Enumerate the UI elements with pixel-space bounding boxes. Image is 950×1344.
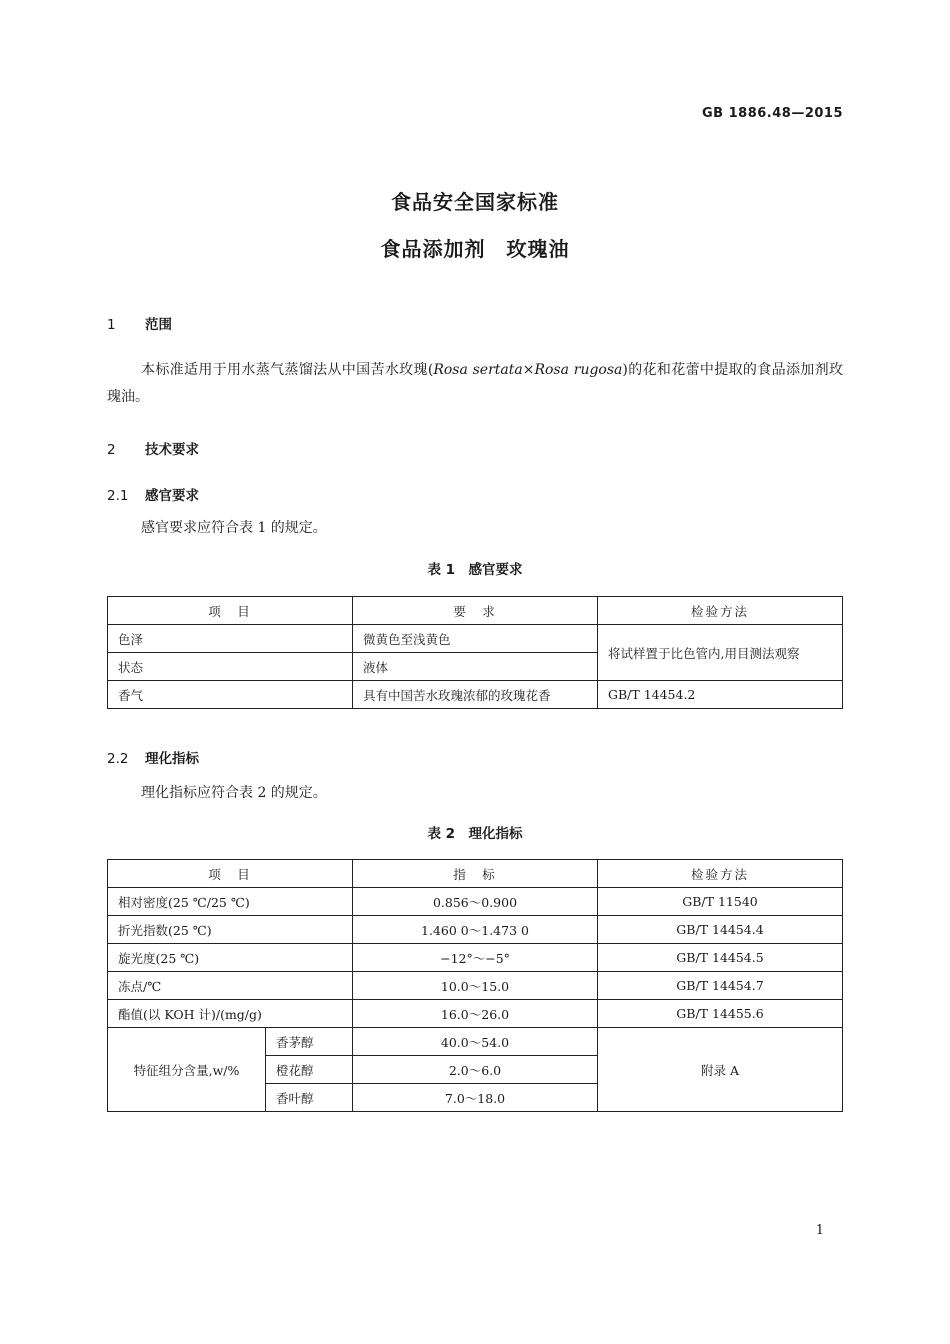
- table-sensory: [107, 596, 843, 709]
- method-cell: GB/T 14454.7: [598, 972, 843, 1000]
- sensory-paragraph: 感官要求应符合表 1 的规定。: [141, 520, 327, 536]
- item-cell: 酯值(以 KOH 计)/(mg/g): [108, 1000, 353, 1028]
- section-number: 2: [107, 442, 116, 458]
- section-title: 技术要求: [145, 442, 199, 458]
- group-label-cell: 特征组分含量,w/%: [108, 1028, 266, 1112]
- section-number: 2.2: [107, 751, 129, 767]
- value-cell: 1.460 0～1.473 0: [353, 916, 598, 944]
- method-cell-merged: 附录 A: [598, 1028, 843, 1112]
- item-cell: 状态: [108, 653, 353, 681]
- value-cell: 10.0～15.0: [353, 972, 598, 1000]
- table2-caption: 表 2 理化指标: [427, 826, 523, 842]
- method-cell: GB/T 14454.5: [598, 944, 843, 972]
- component-name-cell: 香茅醇: [266, 1028, 353, 1056]
- value-cell: −12°～−5°: [353, 944, 598, 972]
- table-row: [108, 888, 843, 916]
- value-cell: 0.856～0.900: [353, 888, 598, 916]
- latin-name-1: Rosa sertata: [433, 362, 523, 378]
- latin-name-2: Rosa rugosa: [534, 362, 623, 378]
- value-cell: 16.0～26.0: [353, 1000, 598, 1028]
- requirement-cell: 液体: [353, 653, 598, 681]
- scope-text-1: 本标准适用于用水蒸气蒸馏法从中国苦水玫瑰(: [141, 362, 434, 378]
- table-row: [108, 916, 843, 944]
- section-number: 2.1: [107, 488, 129, 504]
- item-cell: 色泽: [108, 625, 353, 653]
- scope-text-2: )的花和花蕾中提取的食品添加剂玫瑰油。: [107, 362, 843, 405]
- section-heading-requirements: [107, 438, 199, 458]
- header-requirement: 要 求: [353, 597, 598, 625]
- section-heading-scope: [107, 313, 172, 333]
- table-row: [108, 625, 843, 653]
- table-row: [108, 1028, 843, 1056]
- page-number: 1: [815, 1223, 824, 1238]
- standard-code: GB 1886.48—2015: [702, 106, 843, 121]
- table-row: [108, 972, 843, 1000]
- section-heading-sensory: [107, 484, 199, 504]
- table-header-row: [108, 860, 843, 888]
- table-header-row: [108, 597, 843, 625]
- value-cell: 40.0～54.0: [353, 1028, 598, 1056]
- physchem-paragraph: 理化指标应符合表 2 的规定。: [141, 785, 327, 801]
- table-row: [108, 944, 843, 972]
- table-row: [108, 681, 843, 709]
- method-cell: GB/T 14455.6: [598, 1000, 843, 1028]
- scope-paragraph: [107, 357, 843, 411]
- table1-caption: 表 1 感官要求: [427, 562, 523, 578]
- document-title: 食品安全国家标准: [391, 190, 559, 214]
- section-heading-physchem: [107, 747, 199, 767]
- header-method: 检验方法: [598, 597, 843, 625]
- table-row: [108, 1000, 843, 1028]
- times-sign: ×: [522, 362, 535, 378]
- requirement-cell: 具有中国苦水玫瑰浓郁的玫瑰花香: [353, 681, 598, 709]
- table-physchem: [107, 859, 843, 1112]
- header-value: 指 标: [353, 860, 598, 888]
- component-name-cell: 橙花醇: [266, 1056, 353, 1084]
- item-cell: 冻点/℃: [108, 972, 353, 1000]
- header-item: 项 目: [108, 860, 353, 888]
- header-item: 项 目: [108, 597, 353, 625]
- method-cell: GB/T 14454.2: [598, 681, 843, 709]
- component-name-cell: 香叶醇: [266, 1084, 353, 1112]
- section-title: 理化指标: [145, 751, 199, 767]
- method-cell: GB/T 11540: [598, 888, 843, 916]
- header-method: 检验方法: [598, 860, 843, 888]
- item-cell: 旋光度(25 ℃): [108, 944, 353, 972]
- section-title: 范围: [145, 317, 172, 333]
- requirement-cell: 微黄色至浅黄色: [353, 625, 598, 653]
- method-cell-merged: 将试样置于比色管内,用目测法观察: [598, 625, 843, 681]
- document-subtitle: 食品添加剂 玫瑰油: [380, 237, 570, 261]
- value-cell: 2.0～6.0: [353, 1056, 598, 1084]
- section-title: 感官要求: [145, 488, 199, 504]
- section-number: 1: [107, 317, 116, 333]
- value-cell: 7.0～18.0: [353, 1084, 598, 1112]
- method-cell: GB/T 14454.4: [598, 916, 843, 944]
- item-cell: 相对密度(25 ℃/25 ℃): [108, 888, 353, 916]
- item-cell: 折光指数(25 ℃): [108, 916, 353, 944]
- item-cell: 香气: [108, 681, 353, 709]
